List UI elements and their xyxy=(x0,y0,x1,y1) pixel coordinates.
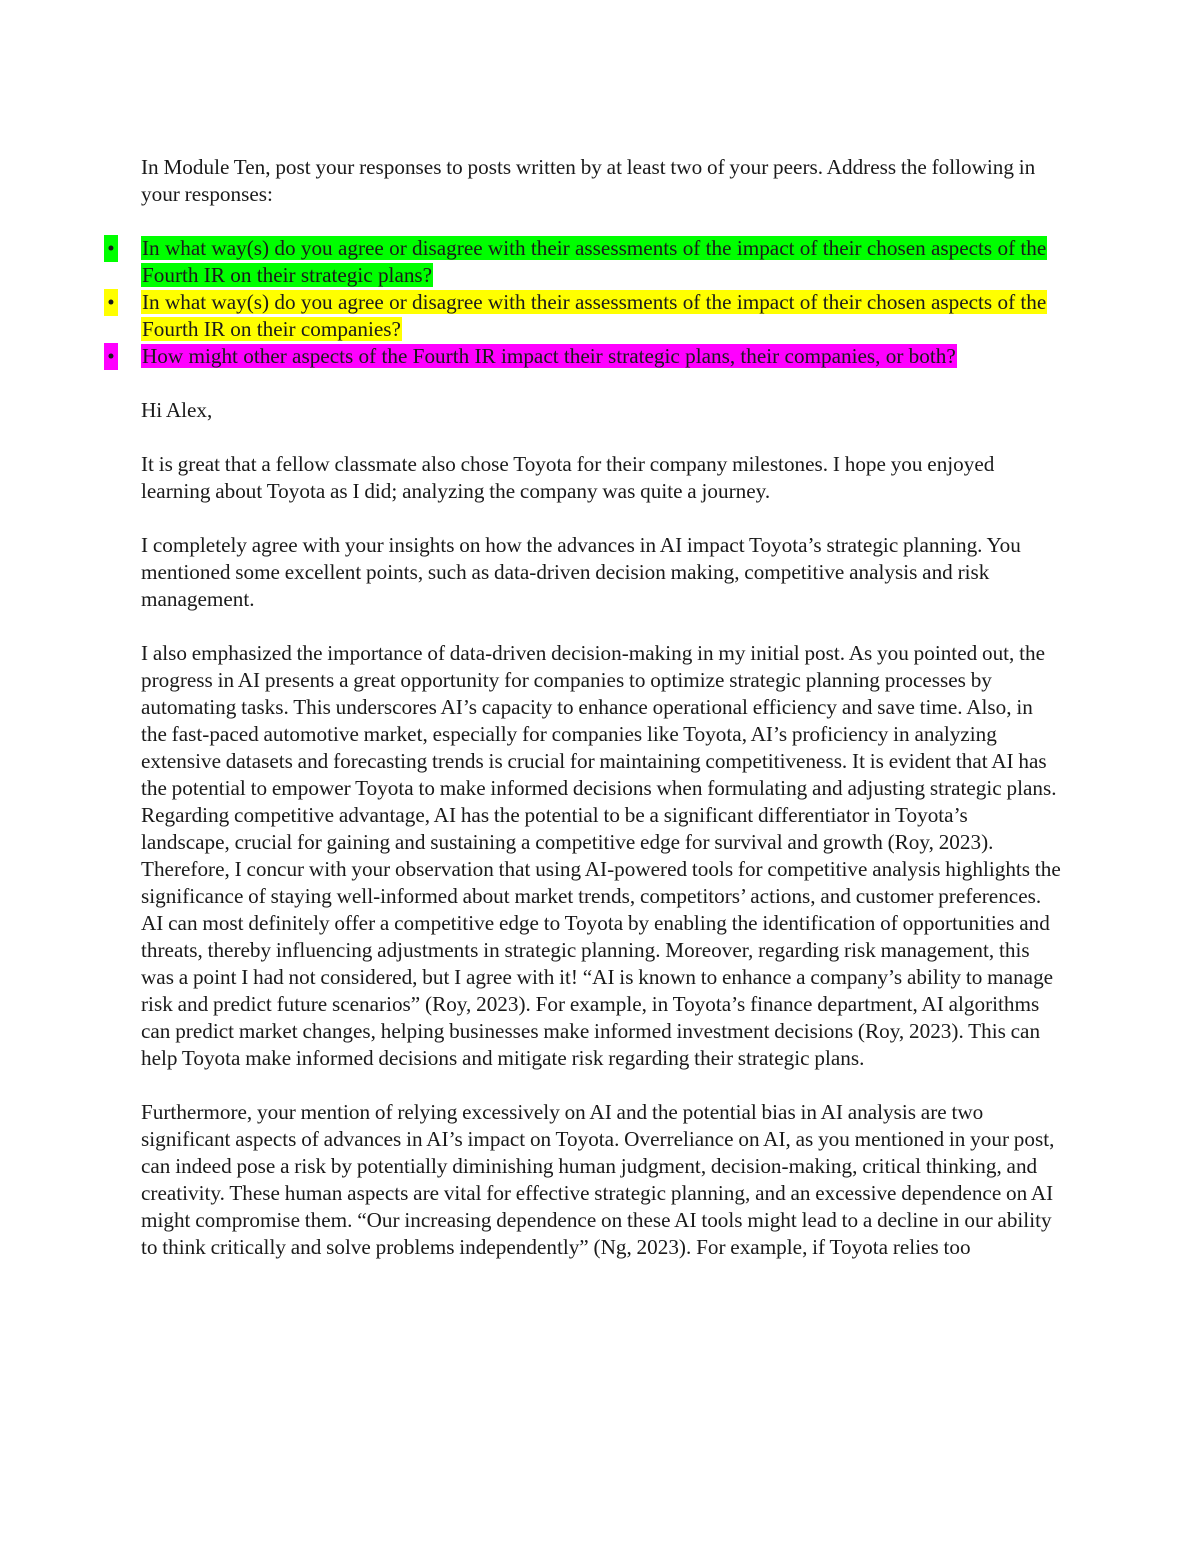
bullet-icon: • xyxy=(104,289,118,316)
question-list xyxy=(107,235,1061,370)
body-paragraph: Furthermore, your mention of relying excessively on AI and the potential bias in AI analysis are two significant aspects of advances in AI’s impact on Toyota. Overreliance on AI, as you mentioned in your post, can indeed pose a risk by potentially diminishing human judgment, decision-making, critical thinking, and creativity. These human aspects are vital for effective strategic planning, and an excessive dependence on AI might compromise them. “Our increasing dependence on these AI tools might lead to a decline in our ability to think critically and solve problems independently” (Ng, 2023). For example, if Toyota relies too xyxy=(141,1100,1055,1259)
body-paragraph: I completely agree with your insights on how the advances in AI impact Toyota’s strategic planning. You mentioned some excellent points, such as data-driven decision making, competitive analysis and risk management. xyxy=(141,533,1021,611)
bullet-icon: • xyxy=(104,235,118,262)
question-text-highlight-yellow: In what way(s) do you agree or disagree with their assessments of the impact of their chosen aspects of the Fourth IR on their companies? xyxy=(142,290,1047,341)
document-body xyxy=(107,154,1061,1288)
question-item xyxy=(107,343,1061,370)
body-paragraph: I also emphasized the importance of data-driven decision-making in my initial post. As you pointed out, the progress in AI presents a great opportunity for companies to optimize strategic planning processes by automating tasks. This underscores AI’s capacity to enhance operational efficiency and save time. Also, in the fast-paced automotive market, especially for companies like Toyota, AI’s proficiency in analyzing extensive datasets and forecasting trends is crucial for maintaining competitiveness. It is evident that AI has the potential to empower Toyota to make informed decisions when formulating and adjusting strategic plans. Regarding competitive advantage, AI has the potential to be a significant differentiator in Toyota’s landscape, crucial for gaining and sustaining a competitive edge for survival and growth (Roy, 2023). Therefore, I concur with your observation that using AI-powered tools for competitive analysis highlights the significance of staying well-informed about market trends, competitors’ actions, and customer preferences. AI can most definitely offer a competitive edge to Toyota by enabling the identification of opportunities and threats, thereby influencing adjustments in strategic planning. Moreover, regarding risk management, this was a point I had not considered, but I agree with it! “AI is known to enhance a company’s ability to manage risk and predict future scenarios” (Roy, 2023). For example, in Toyota’s finance department, AI algorithms can predict market changes, helping businesses make informed investment decisions (Roy, 2023). This can help Toyota make informed decisions and mitigate risk regarding their strategic plans. xyxy=(141,641,1061,1070)
question-text-highlight-green: In what way(s) do you agree or disagree with their assessments of the impact of their chosen aspects of the Fourth IR on their strategic plans? xyxy=(142,236,1047,287)
bullet-icon: • xyxy=(104,343,118,370)
question-text-highlight-magenta: How might other aspects of the Fourth IR impact their strategic plans, their companies, or both? xyxy=(142,344,956,368)
question-item xyxy=(107,235,1061,289)
question-item xyxy=(107,289,1061,343)
intro-paragraph: In Module Ten, post your responses to posts written by at least two of your peers. Address the following in your responses: xyxy=(141,155,1036,206)
greeting: Hi Alex, xyxy=(141,398,213,422)
body-paragraph: It is great that a fellow classmate also chose Toyota for their company milestones. I hope you enjoyed learning about Toyota as I did; analyzing the company was quite a journey. xyxy=(141,452,995,503)
